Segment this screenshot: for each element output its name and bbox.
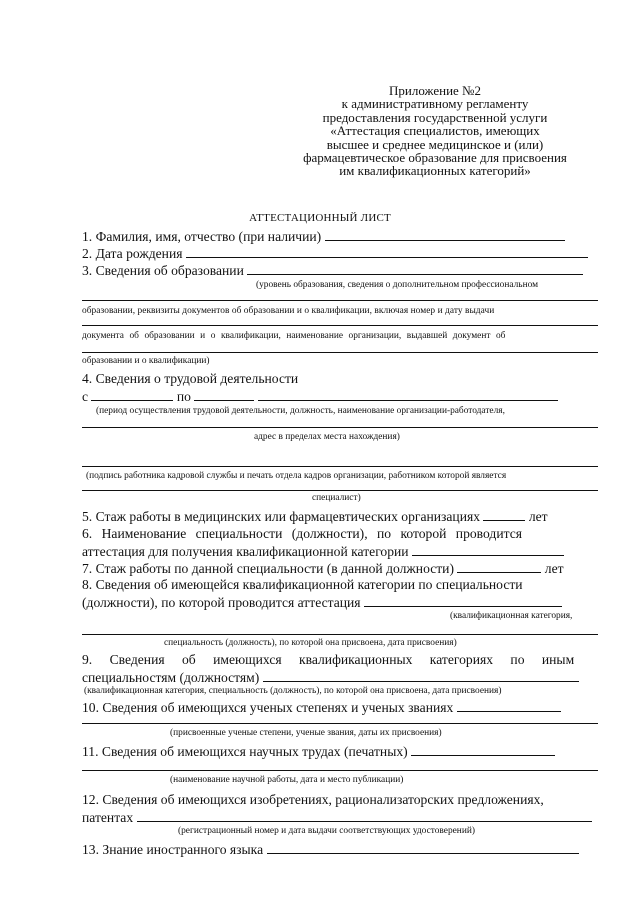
- field-label: 11. Сведения об имеющихся научных трудах (печатных): [82, 744, 408, 759]
- blank-line: [82, 427, 598, 428]
- blank-line: [364, 594, 562, 607]
- blank-line: [325, 228, 565, 241]
- field-label: 4. Сведения о трудовой деятельности: [82, 371, 299, 386]
- hint-text: (наименование научной работы, дата и место публикации): [170, 775, 404, 785]
- appendix-header: [260, 84, 610, 178]
- hint-text: образовании и о квалификации): [82, 356, 210, 366]
- field-label: 13. Знание иностранного языка: [82, 842, 264, 857]
- unit-label: лет: [544, 561, 564, 576]
- unit-label: лет: [528, 509, 548, 524]
- field-label: специальностям (должностям): [82, 670, 260, 685]
- field-specialty: [82, 543, 564, 560]
- document-title: АТТЕСТАЦИОННЫЙ ЛИСТ: [249, 212, 391, 224]
- blank-line: [82, 325, 598, 326]
- field-label: 12. Сведения об имеющихся изобретениях, рационализаторских предложениях,: [82, 792, 544, 807]
- blank-line: [82, 300, 598, 301]
- field-label: 6. Наименование специальности (должности), по которой проводится: [82, 526, 522, 541]
- blank-line: [82, 466, 598, 467]
- field-birth-date: [82, 245, 588, 262]
- header-line: им квалификационных категорий»: [339, 163, 531, 179]
- field-foreign-language: [82, 841, 579, 858]
- field-label: (должности), по которой проводится аттестация: [82, 595, 361, 610]
- hint-text: (присвоенные ученые степени, ученые звания, даты их присвоения): [170, 728, 442, 738]
- header-line: «Аттестация специалистов, имеющих: [330, 123, 540, 139]
- field-full-name: [82, 228, 565, 245]
- field-current-category: [82, 594, 562, 611]
- blank-line: [137, 809, 592, 822]
- field-label: 5. Стаж работы в медицинских или фармацевтических организациях: [82, 509, 481, 524]
- field-label: 2. Дата рождения: [82, 246, 183, 261]
- blank-line: [457, 699, 561, 712]
- header-line: высшее и среднее медицинское и (или): [326, 136, 544, 152]
- blank-line: [483, 508, 525, 521]
- field-specialty-experience: [82, 560, 564, 577]
- hint-text: специалист): [312, 493, 361, 503]
- blank-line: [82, 770, 598, 771]
- field-medical-experience: [82, 508, 548, 525]
- hint-text: (подпись работника кадровой службы и печать отдела кадров организации, работником которой является: [86, 471, 507, 481]
- header-line: Приложение №2: [389, 83, 481, 98]
- hint-text: образовании, реквизиты документов об образовании и о квалификации, включая номер и дату выдачи: [82, 306, 495, 316]
- field-label: 10. Сведения об имеющихся ученых степенях и ученых званиях: [82, 700, 454, 715]
- field-specialty-line1: [82, 526, 598, 542]
- hint-text: (квалификационная категория,: [450, 611, 573, 621]
- blank-line: [82, 352, 598, 353]
- field-academic-degrees: [82, 699, 561, 716]
- field-work-period: [82, 388, 558, 405]
- field-label: 7. Стаж работы по данной специальности (в данной должности): [82, 561, 454, 576]
- period-from-label: с: [82, 389, 89, 404]
- field-work-history: [82, 371, 298, 387]
- field-label: аттестация для получения квалификационной категории: [82, 544, 409, 559]
- header-line: к административному регламенту: [341, 96, 529, 112]
- header-line: предоставления государственной услуги: [322, 109, 548, 125]
- period-to-label: по: [176, 389, 191, 404]
- blank-line: [267, 841, 579, 854]
- blank-line: [194, 388, 254, 401]
- blank-line: [91, 388, 173, 401]
- hint-text: (квалификационная категория, специальность (должность), по которой она присвоена, дата присвоения): [84, 686, 502, 696]
- hint-text: специальность (должность), по которой она присвоена, дата присвоения): [164, 638, 457, 648]
- field-label: 9. Сведения об имеющихся квалификационных категориях по иным: [82, 652, 575, 667]
- hint-text: документа об образовании и о квалификации, наименование организации, выдавшей документ об: [82, 331, 506, 341]
- field-other-categories-line1: [82, 652, 598, 668]
- field-other-categories: [82, 669, 579, 686]
- field-label: 1. Фамилия, имя, отчество (при наличии): [82, 229, 322, 244]
- hint-text: (уровень образования, сведения о дополнительном профессиональном: [256, 280, 539, 290]
- field-education: [82, 262, 583, 279]
- blank-line: [263, 669, 579, 682]
- blank-line: [82, 634, 598, 635]
- header-line: фармацевтическое образование для присвоения: [303, 150, 567, 166]
- field-scientific-works: [82, 743, 555, 760]
- field-label: 3. Сведения об образовании: [82, 263, 244, 278]
- blank-line: [258, 388, 558, 401]
- blank-line: [247, 262, 583, 275]
- blank-line: [457, 560, 541, 573]
- blank-line: [412, 543, 564, 556]
- blank-line: [186, 245, 588, 258]
- hint-text: (период осуществления трудовой деятельности, должность, наименование организации-работодателя,: [96, 406, 505, 416]
- field-label: 8. Сведения об имеющейся квалификационной категории по специальности: [82, 577, 523, 592]
- field-inventions-line1: [82, 792, 598, 808]
- field-inventions: [82, 809, 592, 826]
- hint-text: (регистрационный номер и дата выдачи соответствующих удостоверений): [178, 826, 475, 836]
- hint-text: адрес в пределах места нахождения): [254, 432, 400, 442]
- blank-line: [82, 490, 598, 491]
- blank-line: [411, 743, 555, 756]
- blank-line: [82, 723, 598, 724]
- field-label: патентах: [82, 810, 134, 825]
- field-current-category-line1: [82, 577, 598, 593]
